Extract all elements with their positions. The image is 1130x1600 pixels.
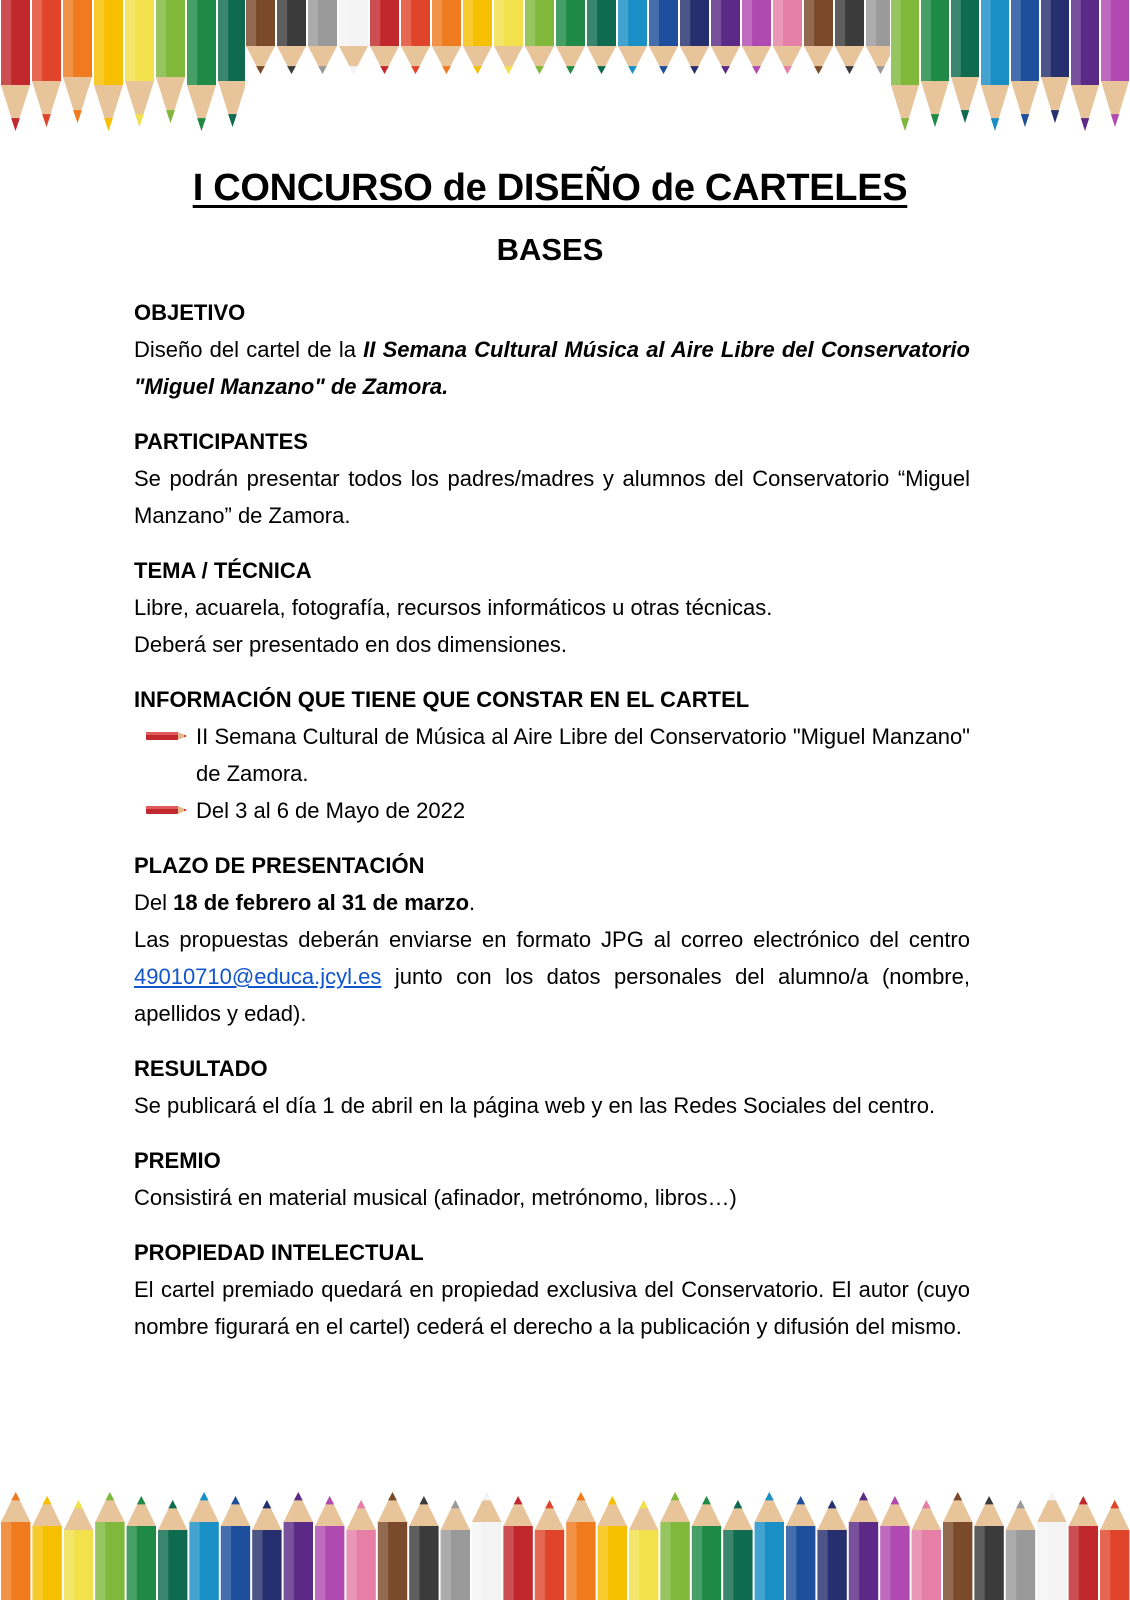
pencil-icon — [804, 0, 833, 74]
pencil-icon — [618, 0, 647, 74]
participantes-text: Se podrán presentar todos los padres/madres y alumnos del Conservatorio “Miguel Manzano” de Zamora. — [134, 466, 970, 528]
pencil-icon — [951, 0, 979, 123]
pencil-icon — [981, 0, 1009, 131]
pencil-icon — [849, 1492, 878, 1600]
pencil-icon — [880, 1496, 909, 1600]
pencil-bullet-icon — [146, 729, 188, 743]
pencil-icon — [817, 1500, 846, 1600]
pencil-icon — [912, 1500, 941, 1600]
pencil-icon — [432, 0, 461, 74]
plazo-dates-prefix: Del — [134, 890, 168, 915]
pencil-icon — [566, 1492, 595, 1600]
pencil-icon — [472, 1492, 501, 1600]
plazo-dates-suffix: . — [469, 890, 476, 915]
pencil-icon — [409, 1496, 438, 1600]
pencil-icon — [835, 0, 864, 74]
pencil-icon — [503, 1496, 532, 1600]
pencil-icon — [125, 0, 154, 127]
tema-line-2: Deberá ser presentado en dos dimensiones. — [134, 632, 567, 657]
propiedad-heading: PROPIEDAD INTELECTUAL — [134, 1240, 424, 1265]
pencil-band-top-center-image — [245, 0, 890, 78]
section-objetivo — [134, 294, 970, 405]
pencil-icon — [556, 0, 585, 74]
pencil-icon — [277, 0, 306, 74]
premio-heading: PREMIO — [134, 1148, 221, 1173]
pencil-icon — [773, 0, 802, 74]
pencil-icon — [156, 0, 185, 123]
pencil-icon — [587, 0, 616, 74]
pencil-icon — [891, 0, 919, 131]
pencil-icon — [680, 0, 709, 74]
pencil-icon — [755, 1492, 784, 1600]
page-title: I CONCURSO de DISEÑO de CARTELES — [192, 167, 908, 210]
pencil-icon — [32, 1496, 61, 1600]
plazo-text-prefix: Las propuestas deberán enviarse en formato JPG al correo electrónico del centro — [134, 927, 970, 952]
plazo-heading: PLAZO DE PRESENTACIÓN — [134, 853, 425, 878]
pencil-icon — [1, 0, 30, 131]
pencil-icon — [32, 0, 61, 127]
pencil-band-bottom-image — [0, 1490, 1130, 1600]
premio-text: Consistirá en material musical (afinador, metrónomo, libros…) — [134, 1185, 737, 1210]
section-plazo — [134, 847, 970, 1032]
objetivo-text — [134, 331, 970, 405]
section-premio — [134, 1142, 970, 1216]
pencil-bullet-icon — [146, 803, 188, 817]
pencil-icon — [158, 1500, 187, 1600]
propiedad-text: El cartel premiado quedará en propiedad exclusiva del Conservatorio. El autor (cuyo nombre figurará en el cartel) cederá el derecho a la publicación y difusión del mismo. — [134, 1277, 970, 1339]
section-propiedad — [134, 1234, 970, 1345]
pencil-icon — [378, 1492, 407, 1600]
pencil-icon — [1041, 0, 1069, 123]
pencil-icon — [246, 0, 275, 74]
informacion-list — [134, 718, 970, 829]
objetivo-heading: OBJETIVO — [134, 300, 246, 325]
pencil-icon — [218, 0, 245, 127]
pencil-icon — [649, 0, 678, 74]
pencil-icon — [742, 0, 771, 74]
pencil-icon — [441, 1500, 470, 1600]
pencil-icon — [1100, 1500, 1129, 1600]
pencil-icon — [370, 0, 399, 74]
pencil-icon — [252, 1500, 281, 1600]
list-item — [134, 718, 970, 792]
pencil-icon — [463, 0, 492, 74]
plazo-text-suffix: junto con los datos personales del alumno/a (nombre, apellidos y edad). — [134, 964, 970, 1026]
plazo-text — [134, 921, 970, 1032]
pencil-icon — [127, 1496, 156, 1600]
pencil-icon — [1101, 0, 1129, 127]
pencil-icon — [1011, 0, 1039, 127]
section-participantes — [134, 423, 970, 534]
pencil-icon — [308, 0, 337, 74]
pencil-icon — [315, 1496, 344, 1600]
pencil-icon — [94, 0, 123, 131]
pencil-icon — [346, 1500, 375, 1600]
objetivo-text-emphasis: II Semana Cultural Música al Aire Libre del Conservatorio "Miguel Manzano" de Zamora. — [134, 337, 970, 399]
pencil-icon — [189, 1492, 218, 1600]
pencil-icon — [598, 1496, 627, 1600]
bases-heading: BASES — [496, 232, 604, 267]
section-tema — [134, 552, 970, 663]
section-resultado — [134, 1050, 970, 1124]
participantes-heading: PARTICIPANTES — [134, 429, 308, 454]
pencil-icon — [660, 1492, 689, 1600]
pencil-icon — [1069, 1496, 1098, 1600]
pencil-icon — [1071, 0, 1099, 131]
pencil-icon — [921, 0, 949, 127]
resultado-text: Se publicará el día 1 de abril en la página web y en las Redes Sociales del centro. — [134, 1093, 936, 1118]
pencil-icon — [943, 1492, 972, 1600]
resultado-heading: RESULTADO — [134, 1056, 268, 1081]
pencil-band-top-right-image — [890, 0, 1130, 135]
email-link[interactable]: 49010710@educa.jcyl.es — [134, 964, 382, 989]
document-body — [134, 294, 970, 1363]
pencil-icon — [95, 1492, 124, 1600]
section-informacion — [134, 681, 970, 829]
pencil-icon — [723, 1500, 752, 1600]
pencil-icon — [1037, 1492, 1066, 1600]
plazo-dates-range: 18 de febrero al 31 de marzo — [173, 890, 470, 915]
pencil-icon — [63, 0, 92, 123]
pencil-icon — [494, 0, 523, 74]
pencil-icon — [786, 1496, 815, 1600]
pencil-icon — [525, 0, 554, 74]
pencil-icon — [1006, 1500, 1035, 1600]
pencil-icon — [974, 1496, 1003, 1600]
pencil-icon — [711, 0, 740, 74]
list-item — [134, 792, 970, 829]
pencil-icon — [401, 0, 430, 74]
plazo-dates — [134, 884, 970, 921]
pencil-icon — [284, 1492, 313, 1600]
pencil-icon — [692, 1496, 721, 1600]
informacion-heading: INFORMACIÓN QUE TIENE QUE CONSTAR EN EL CARTEL — [134, 687, 750, 712]
objetivo-text-prefix: Diseño del cartel de la — [134, 337, 356, 362]
pencil-icon — [339, 0, 368, 74]
pencil-icon — [866, 0, 890, 74]
pencil-band-top-left-image — [0, 0, 245, 135]
tema-heading: TEMA / TÉCNICA — [134, 558, 312, 583]
pencil-icon — [629, 1500, 658, 1600]
informacion-item-2: Del 3 al 6 de Mayo de 2022 — [196, 798, 466, 823]
informacion-item-1: II Semana Cultural de Música al Aire Libre del Conservatorio "Miguel Manzano" de Zamora. — [196, 724, 970, 786]
tema-line-1: Libre, acuarela, fotografía, recursos informáticos u otras técnicas. — [134, 595, 773, 620]
pencil-icon — [1, 1492, 30, 1600]
pencil-icon — [221, 1496, 250, 1600]
pencil-icon — [535, 1500, 564, 1600]
pencil-icon — [64, 1500, 93, 1600]
pencil-icon — [187, 0, 216, 131]
